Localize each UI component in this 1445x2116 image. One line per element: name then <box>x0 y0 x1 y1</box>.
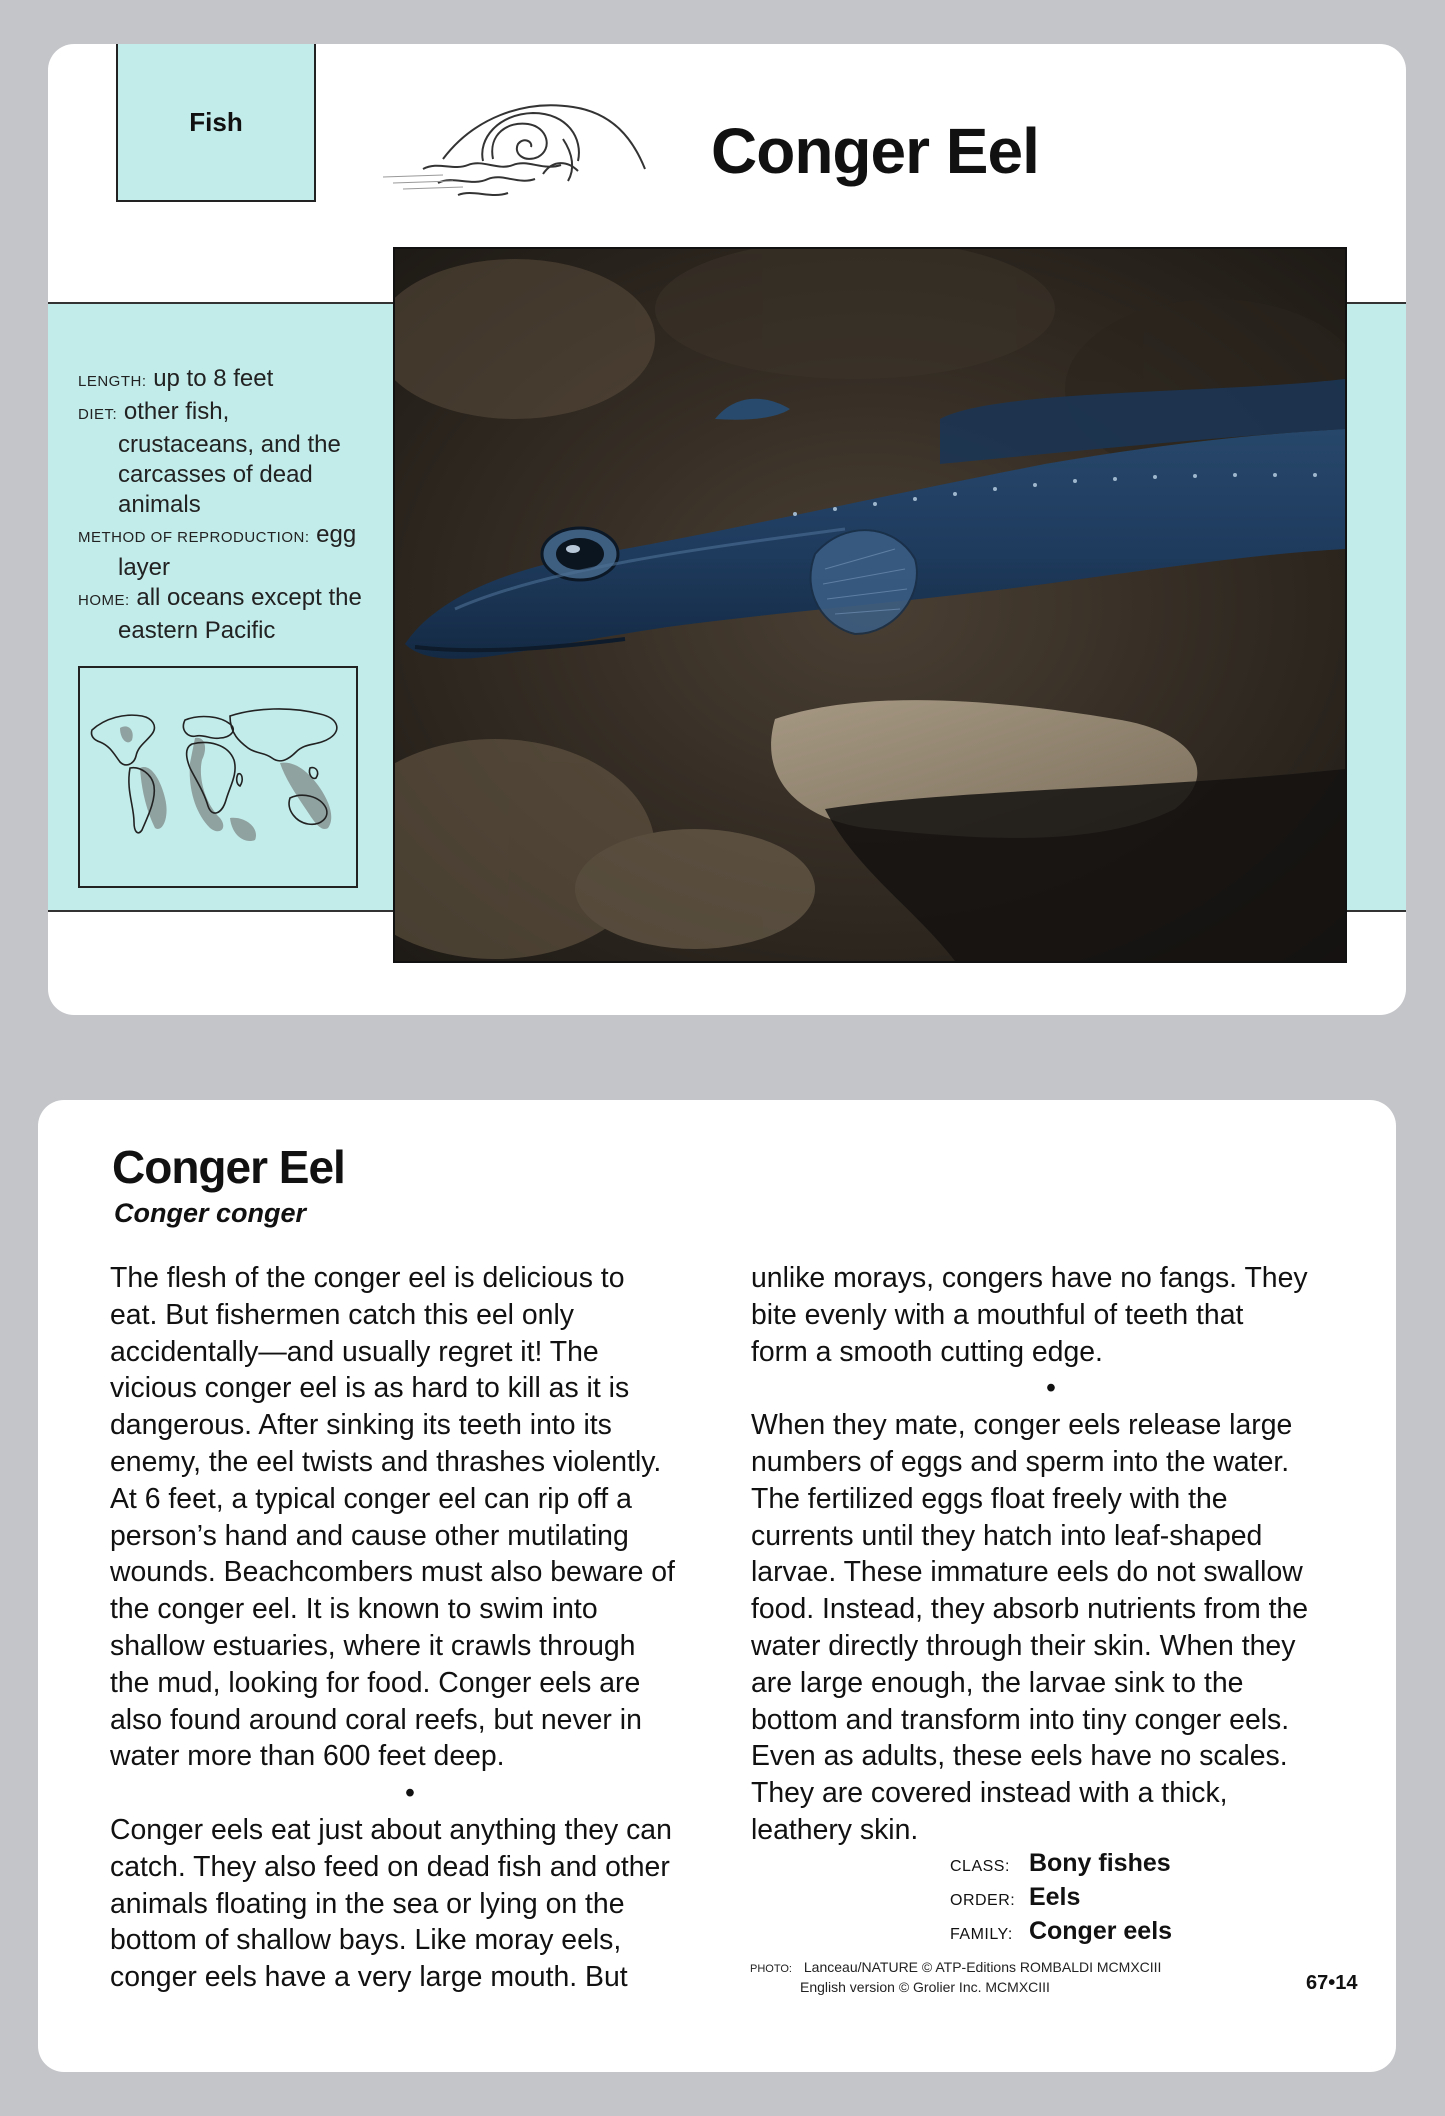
taxonomy-value: Bony fishes <box>1028 1849 1171 1877</box>
fact-label: DIET: <box>78 406 118 423</box>
range-map <box>78 666 358 888</box>
fact-length <box>78 364 368 397</box>
fact-value: other fish, crustaceans, and the carcasses of dead animals <box>118 398 341 518</box>
back-title: Conger Eel <box>112 1141 345 1193</box>
text-line: conger eels have a very large mouth. But <box>110 1961 628 1994</box>
taxonomy-label: ORDER: <box>950 1892 1016 1909</box>
text-line: animals floating in the sea or lying on the <box>110 1887 625 1920</box>
text-line: larvae. These immature eels do not swallow <box>751 1556 1303 1589</box>
text-line: catch. They also feed on dead fish and other <box>110 1850 670 1883</box>
fact-value: egg layer <box>118 521 357 581</box>
card-front <box>48 44 1406 1015</box>
eel-photo <box>393 247 1347 963</box>
taxonomy-class <box>950 1848 1172 1882</box>
text-line: vicious conger eel is as hard to kill as it is <box>110 1372 630 1405</box>
text-line: leathery skin. <box>751 1813 919 1846</box>
text-column-1 <box>110 1260 750 1996</box>
text-line: bottom of shallow bays. Like moray eels, <box>110 1924 622 1957</box>
text-line: person’s hand and cause other mutilating <box>110 1519 629 1552</box>
text-line: food. Instead, they absorb nutrients from the <box>751 1593 1309 1626</box>
category-label: Fish <box>189 106 243 137</box>
text-line: bite evenly with a mouthful of teeth that <box>751 1298 1244 1331</box>
text-line: dangerous. After sinking its teeth into its <box>110 1409 612 1442</box>
text-line: wounds. Beachcombers must also beware of <box>110 1556 675 1589</box>
card-number: 67•14 <box>1306 1972 1358 1994</box>
paragraph-bullet: • <box>405 1777 415 1810</box>
text-line: Conger eels eat just about anything they can <box>110 1813 672 1846</box>
text-line: are large enough, the larvae sink to the <box>751 1666 1244 1699</box>
text-line: also found around coral reefs, but never in <box>110 1703 642 1736</box>
text-line: form a smooth cutting edge. <box>751 1335 1103 1368</box>
taxonomy-value: Eels <box>1028 1883 1081 1911</box>
text-line: Even as adults, these eels have no scales. <box>751 1740 1288 1773</box>
text-line: water more than 600 feet deep. <box>110 1740 505 1773</box>
text-line: accidentally—and usually regret it! The <box>110 1335 599 1368</box>
photo-credits <box>750 1958 1161 1996</box>
text-column-2 <box>751 1260 1391 1849</box>
text-line: the conger eel. It is known to swim into <box>110 1593 598 1626</box>
fact-label: LENGTH: <box>78 373 147 390</box>
text-line: water directly through their skin. When they <box>751 1629 1296 1662</box>
taxonomy-value: Conger eels <box>1028 1917 1173 1945</box>
text-line: numbers of eggs and sperm into the water. <box>751 1445 1290 1478</box>
text-line: The flesh of the conger eel is delicious to <box>110 1262 625 1294</box>
text-line: The fertilized eggs float freely with the <box>751 1482 1228 1515</box>
credits-label: PHOTO: <box>750 1963 792 1975</box>
fact-value: up to 8 feet <box>153 365 274 392</box>
card-back <box>38 1100 1396 2072</box>
scientific-name: Conger conger <box>114 1198 307 1228</box>
fact-diet <box>78 397 368 520</box>
fact-label: METHOD OF REPRODUCTION: <box>78 529 310 546</box>
text-line: enemy, the eel twists and thrashes violently. <box>110 1445 662 1478</box>
facts-list <box>78 364 368 646</box>
fact-value: all oceans except the eastern Pacific <box>118 584 362 644</box>
credits-line-2: English version © Grolier Inc. MCMXCIII <box>800 1979 1050 1995</box>
text-line: When they mate, conger eels release large <box>751 1409 1293 1442</box>
category-box <box>116 44 316 202</box>
taxonomy-order <box>950 1882 1172 1916</box>
fact-reproduction <box>78 520 368 583</box>
fact-label: HOME: <box>78 592 130 609</box>
taxonomy-family <box>950 1916 1172 1950</box>
front-title: Conger Eel <box>711 115 1039 187</box>
fact-home <box>78 583 368 646</box>
text-line: unlike morays, congers have no fangs. They <box>751 1262 1308 1294</box>
conger-eel-image <box>395 249 1345 961</box>
wave-icon <box>383 99 673 209</box>
text-line: At 6 feet, a typical conger eel can rip off a <box>110 1482 632 1515</box>
taxonomy-label: FAMILY: <box>950 1926 1013 1943</box>
credits-line-1: Lanceau/NATURE © ATP-Editions ROMBALDI MCMXCIII <box>803 1959 1162 1975</box>
text-line: shallow estuaries, where it crawls through <box>110 1629 636 1662</box>
text-line: the mud, looking for food. Conger eels are <box>110 1666 641 1699</box>
paragraph-bullet: • <box>1046 1372 1056 1405</box>
text-line: eat. But fishermen catch this eel only <box>110 1298 574 1331</box>
world-map-icon <box>80 668 356 886</box>
taxonomy <box>950 1848 1172 1950</box>
taxonomy-label: CLASS: <box>950 1858 1010 1875</box>
text-line: currents until they hatch into leaf-shaped <box>751 1519 1263 1552</box>
text-line: bottom and transform into tiny conger eels. <box>751 1703 1290 1736</box>
text-line: They are covered instead with a thick, <box>751 1777 1228 1810</box>
